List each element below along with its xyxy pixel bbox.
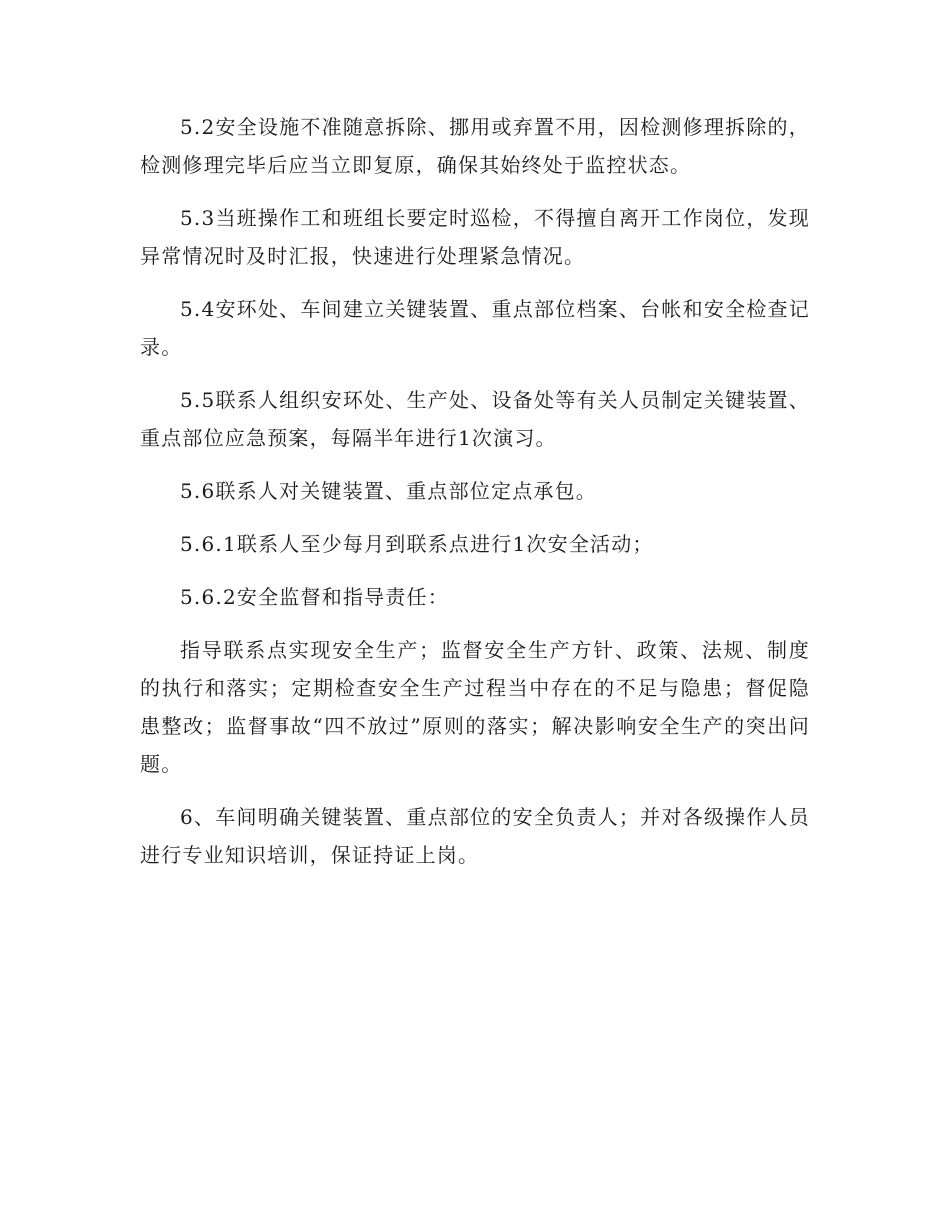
paragraph-6: 6、车间明确关键装置、重点部位的安全负责人；并对各级操作人员进行专业知识培训，保证持证上岗。	[140, 805, 810, 867]
document-body	[140, 108, 810, 889]
paragraph-5-3: 5.3当班操作工和班组长要定时巡检，不得擅自离开工作岗位，发现异常情况时及时汇报，快速进行处理紧急情况。	[140, 206, 810, 268]
paragraph-5-5: 5.5联系人组织安环处、生产处、设备处等有关人员制定关键装置、重点部位应急预案，每隔半年进行1次演习。	[140, 388, 810, 450]
paragraph-5-6-1: 5.6.1联系人至少每月到联系点进行1次安全活动；	[180, 532, 654, 556]
paragraph-5-4: 5.4安环处、车间建立关键装置、重点部位档案、台帐和安全检查记录。	[140, 297, 810, 359]
paragraph-guidance-duties: 指导联系点实现安全生产；监督安全生产方针、政策、法规、制度的执行和落实；定期检查安全生产过程当中存在的不足与隐患；督促隐患整改；监督事故“四不放过”原则的落实；解决影响安全生产的突出问题。	[140, 638, 810, 776]
paragraph-5-6: 5.6联系人对关键装置、重点部位定点承包。	[180, 479, 598, 503]
paragraph-5-2: 5.2安全设施不准随意拆除、挪用或弃置不用，因检测修理拆除的，检测修理完毕后应当立即复原，确保其始终处于监控状态。	[140, 115, 810, 177]
paragraph-5-6-2: 5.6.2安全监督和指导责任：	[180, 585, 449, 609]
